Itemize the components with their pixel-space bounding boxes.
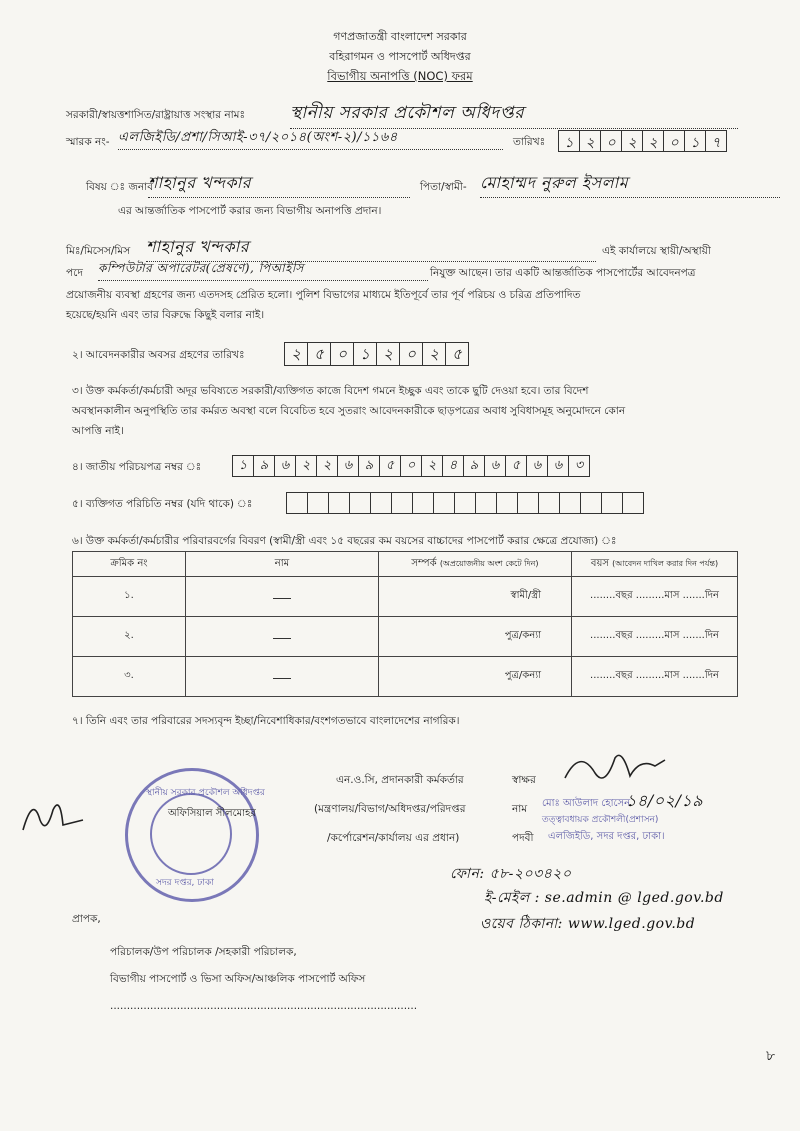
para1-tail: নিযুক্ত আছেন। তার একটি আন্তর্জাতিক পাসপোর্টের আবেদনপত্র bbox=[430, 267, 696, 279]
row-relation: স্বামী/স্ত্রী bbox=[379, 577, 572, 617]
nid-digit: ৪ bbox=[442, 455, 464, 477]
name-label: নাম bbox=[512, 803, 528, 815]
signatory-line3: /কর্পোরেশন/কার্যালয় এর প্রধান) bbox=[327, 832, 460, 844]
personal-id-box[interactable] bbox=[454, 492, 476, 514]
retirement-digit: ২ bbox=[284, 342, 308, 366]
nid-digit: ২ bbox=[421, 455, 443, 477]
seal-center-text: অফিসিয়াল সীলমোহর bbox=[168, 808, 256, 819]
col-relation-note: (অপ্রয়োজনীয় অংশ কেটে দিন) bbox=[439, 558, 539, 568]
row-relation: পুত্র/কন্যা bbox=[379, 617, 572, 657]
signatory-line2: (মন্ত্রণালয়/বিভাগ/অধিদপ্তর/পরিদপ্তর bbox=[314, 803, 466, 815]
officer-name: মোঃ আউলাদ হোসেন bbox=[542, 798, 631, 809]
personal-id-box[interactable] bbox=[559, 492, 581, 514]
item3-line3: আপত্তি নাই। bbox=[72, 425, 124, 437]
sign-label: স্বাক্ষর bbox=[512, 774, 536, 786]
personal-id-box[interactable] bbox=[370, 492, 392, 514]
col-age bbox=[572, 552, 738, 577]
header-government: গণপ্রজাতন্ত্রী বাংলাদেশ সরকার bbox=[333, 30, 467, 43]
row-age: ........বছর .........মাস .......দিন bbox=[572, 657, 738, 697]
personal-id-box[interactable] bbox=[349, 492, 371, 514]
para1-line3: প্রয়োজনীয় ব্যবস্থা গ্রহণের জন্য এতদসহ প্রেরিত হলো। পুলিশ বিভাগের মাধ্যমে ইতিপূর্বে তার পূর্ব পরিচয় ও চরিত্র প্রতিপাদিত bbox=[66, 289, 581, 301]
nid-digit: ৫ bbox=[505, 455, 527, 477]
nid-digit: ৬ bbox=[484, 455, 506, 477]
seal-bottom-text: সদর দপ্তর, ঢাকা bbox=[156, 878, 214, 888]
personal-id-box[interactable] bbox=[433, 492, 455, 514]
father-name-field: মোহাম্মদ নুরুল ইসলাম bbox=[480, 170, 780, 198]
para1-suffix: এই কার্যালয়ে স্থায়ী/অস্থায়ী bbox=[602, 245, 711, 257]
personal-id-box[interactable] bbox=[622, 492, 644, 514]
personal-id-box[interactable] bbox=[286, 492, 308, 514]
retirement-digit: ০ bbox=[399, 342, 423, 366]
citizenship-statement: ৭। তিনি এবং তার পরিবারের সদস্যবৃন্দ ইচ্ছা/নিবেশাধিকার/বংশগতভাবে বাংলাদেশের নাগরিক। bbox=[72, 715, 460, 727]
personal-id-box[interactable] bbox=[475, 492, 497, 514]
phone-handwritten: ফোন: ৫৮-২০৩৪২০ bbox=[450, 866, 572, 882]
para1-line4: হয়েছে/হয়নি এবং তার বিরুদ্ধে কিছুই বলার নাই। bbox=[66, 309, 265, 321]
recipient-label: প্রাপক, bbox=[72, 913, 101, 925]
date-boxes bbox=[558, 130, 726, 152]
nid-digit: ৬ bbox=[547, 455, 569, 477]
date-digit: ৭ bbox=[705, 130, 727, 152]
row-name bbox=[186, 577, 379, 617]
personal-id-boxes bbox=[286, 492, 643, 514]
date-digit: ২ bbox=[579, 130, 601, 152]
org-name-field: স্থানীয় সরকার প্রকৌশল অধিদপ্তর bbox=[290, 100, 738, 129]
personal-id-box[interactable] bbox=[517, 492, 539, 514]
nid-digit: ৬ bbox=[274, 455, 296, 477]
col-age-note: (আবেদন দাখিল করার দিন পর্যন্ত) bbox=[612, 558, 719, 568]
designation-value: এলজিইডি, সদর দপ্তর, ঢাকা। bbox=[548, 831, 665, 842]
org-label: সরকারী/স্বায়ত্তশাসিত/রাষ্ট্রায়াত্ত সংস্থার নামঃ bbox=[66, 109, 246, 121]
personal-id-box[interactable] bbox=[328, 492, 350, 514]
nid-digit: ৫ bbox=[379, 455, 401, 477]
form-title: বিভাগীয় অনাপত্তি (NOC) ফরম bbox=[327, 69, 473, 83]
retirement-date-boxes bbox=[284, 342, 468, 366]
nid-digit: ৩ bbox=[568, 455, 590, 477]
date-digit: ০ bbox=[663, 130, 685, 152]
table-row bbox=[73, 617, 738, 657]
nid-digit: ৯ bbox=[253, 455, 275, 477]
date-label: তারিখঃ bbox=[513, 136, 546, 148]
personal-id-box[interactable] bbox=[580, 492, 602, 514]
personal-id-box[interactable] bbox=[538, 492, 560, 514]
col-relation bbox=[379, 552, 572, 577]
recipient-line3: ............................................................................................ bbox=[110, 1000, 418, 1012]
memo-label: স্মারক নং- bbox=[66, 136, 110, 148]
nid-digit: ৬ bbox=[526, 455, 548, 477]
date-digit: ২ bbox=[642, 130, 664, 152]
date-digit: ০ bbox=[600, 130, 622, 152]
row-name bbox=[186, 617, 379, 657]
row-name bbox=[186, 657, 379, 697]
para1-post-label: পদে bbox=[66, 267, 83, 279]
officer-title: তত্ত্বাবধায়ক প্রকৌশলী(প্রশাসন) bbox=[542, 815, 659, 825]
subject-label: বিষয় ঃ জনাব bbox=[86, 181, 154, 193]
memo-number-field: এলজিইডি/প্রশা/সিআই-৩৭/২০১৪(অংশ-২)/১১৬৪ bbox=[118, 128, 503, 150]
page-number: ৮ bbox=[766, 1048, 776, 1064]
date-digit: ২ bbox=[621, 130, 643, 152]
retirement-digit: ১ bbox=[353, 342, 377, 366]
nid-digit: ১ bbox=[232, 455, 254, 477]
nid-digit: ৬ bbox=[337, 455, 359, 477]
subject-line2: এর আন্তর্জাতিক পাসপোর্ট করার জন্য বিভাগীয় অনাপত্তি প্রদান। bbox=[118, 205, 382, 217]
family-table bbox=[72, 551, 738, 697]
nid-digit: ২ bbox=[295, 455, 317, 477]
family-label: ৬। উক্ত কর্মকর্তা/কর্মচারীর পরিবারবর্গের বিবরণ (স্বামী/স্ত্রী এবং ১৫ বছরের কম বয়সের বাচ্চাদের পাসপোর্ট করার ক্ষেত্রে প্রযোজ্য) ঃ bbox=[72, 535, 617, 547]
recipient-line2: বিভাগীয় পাসপোর্ট ও ভিসা অফিস/আঞ্চলিক পাসপোর্ট অফিস bbox=[110, 973, 366, 985]
nid-digit: ২ bbox=[316, 455, 338, 477]
retirement-date-label: ২। আবেদনকারীর অবসর গ্রহণের তারিখঃ bbox=[72, 349, 245, 361]
table-row bbox=[73, 577, 738, 617]
personal-id-label: ৫। ব্যক্তিগত পরিচিতি নম্বর (যদি থাকে) ঃ bbox=[72, 498, 253, 510]
personal-id-box[interactable] bbox=[496, 492, 518, 514]
item3-line1: ৩। উক্ত কর্মকর্তা/কর্মচারী অদূর ভবিষ্যতে সরকারী/ব্যক্তিগত কাজে বিদেশ গমনে ইচ্ছুক এবং তাকে ছুটি দেওয়া হবে। তার বিদেশ bbox=[72, 385, 589, 397]
seal-outer-text: স্থানীয় সরকার প্রকৌশল অধিদপ্তর bbox=[146, 788, 265, 798]
row-relation: পুত্র/কন্যা bbox=[379, 657, 572, 697]
col-relation-label: সম্পর্ক bbox=[411, 557, 437, 569]
date-digit: ১ bbox=[684, 130, 706, 152]
email-handwritten: ই-মেইল : se.admin @ lged.gov.bd bbox=[484, 890, 724, 906]
table-row bbox=[73, 657, 738, 697]
retirement-digit: ০ bbox=[330, 342, 354, 366]
personal-id-box[interactable] bbox=[601, 492, 623, 514]
row-age: ........বছর .........মাস .......দিন bbox=[572, 617, 738, 657]
para1-prefix: মিঃ/মিসেস/মিস bbox=[66, 245, 131, 257]
initial-signature bbox=[18, 790, 88, 840]
subject-name-field: শাহানুর খন্দকার bbox=[148, 170, 410, 198]
official-seal bbox=[125, 768, 265, 902]
personal-id-box[interactable] bbox=[307, 492, 329, 514]
row-age: ........বছর .........মাস .......দিন bbox=[572, 577, 738, 617]
col-name: নাম bbox=[186, 552, 379, 577]
sign-date: ১৪/০২/১৯ bbox=[626, 791, 704, 810]
personal-id-box[interactable] bbox=[391, 492, 413, 514]
father-label: পিতা/স্বামী- bbox=[420, 181, 467, 193]
recipient-line1: পরিচালক/উপ পরিচালক /সহকারী পরিচালক, bbox=[110, 946, 297, 958]
nid-digit: ৯ bbox=[463, 455, 485, 477]
retirement-digit: ৫ bbox=[307, 342, 331, 366]
family-table-header bbox=[73, 552, 738, 577]
col-age-label: বয়স bbox=[590, 557, 609, 569]
nid-boxes bbox=[232, 455, 589, 477]
signatory-line1: এন.ও.সি, প্রদানকারী কর্মকর্তার bbox=[336, 774, 464, 786]
row-serial: ২. bbox=[73, 617, 186, 657]
designation-label: পদবী bbox=[512, 832, 534, 844]
nid-digit: ০ bbox=[400, 455, 422, 477]
personal-id-box[interactable] bbox=[412, 492, 434, 514]
row-serial: ৩. bbox=[73, 657, 186, 697]
officer-signature bbox=[560, 748, 670, 788]
header-department: বহিরাগমন ও পাসপোর্ট অধিদপ্তর bbox=[329, 50, 471, 63]
item3-line2: অবস্থানকালীন অনুপস্থিতি তার কর্মরত অবস্থা বলে বিবেচিত হবে সুতরাং আবেদনকারীকে ছাড়পত্রের অবাধ সুবিধাসমূহ অনুমোদনে কোন bbox=[72, 405, 626, 417]
row-serial: ১. bbox=[73, 577, 186, 617]
nid-label: ৪। জাতীয় পরিচয়পত্র নম্বর ঃ bbox=[72, 461, 202, 473]
para1-post-field: কম্পিউটার অপারেটর(প্রেষণে), পিআইসি bbox=[98, 260, 428, 281]
col-serial: ক্রমিক নং bbox=[73, 552, 186, 577]
para1-name-field: শাহানুর খন্দকার bbox=[146, 234, 596, 262]
retirement-digit: ২ bbox=[422, 342, 446, 366]
date-digit: ১ bbox=[558, 130, 580, 152]
retirement-digit: ২ bbox=[376, 342, 400, 366]
website-handwritten: ওয়েব ঠিকানা: www.lged.gov.bd bbox=[480, 916, 696, 932]
nid-digit: ৯ bbox=[358, 455, 380, 477]
retirement-digit: ৫ bbox=[445, 342, 469, 366]
